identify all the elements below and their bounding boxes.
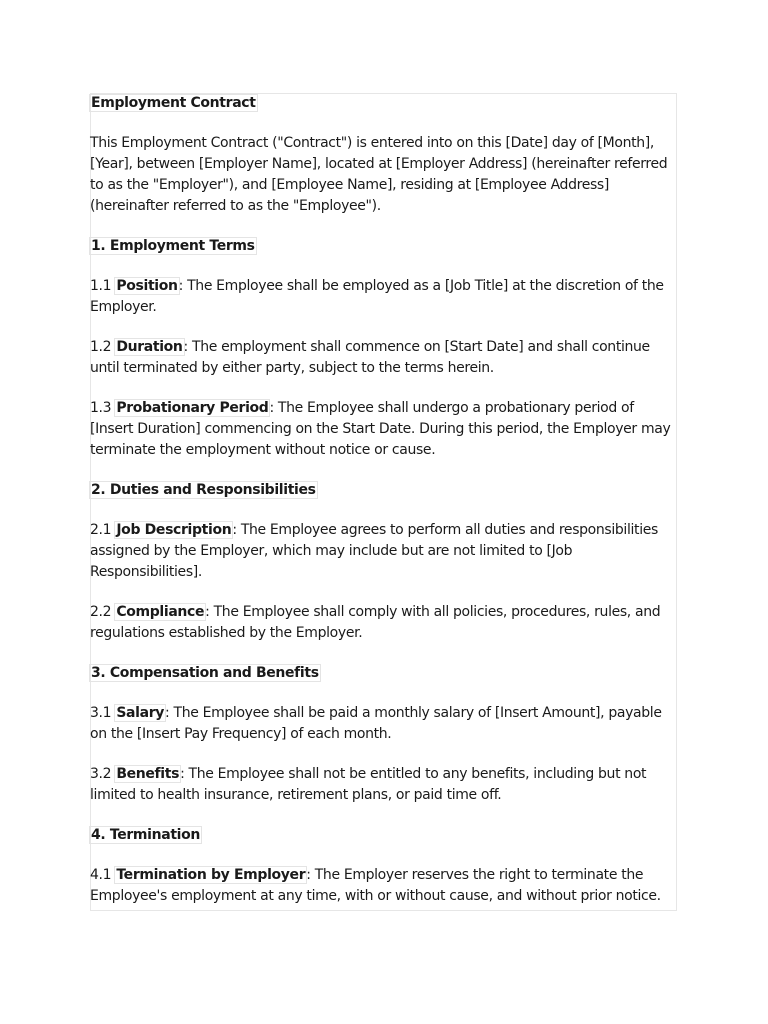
clause-number: 1.3 [90,400,116,416]
clause-number: 3.1 [90,705,116,721]
clause-text: : The Employee shall not be entitled to any benefits, including but not limited to health insurance, retirement plans, or paid time off. [90,766,647,803]
clause-2-2 [90,602,680,644]
section-4-heading: 4. Termination [91,827,201,843]
clause-1-1 [90,276,680,318]
clause-1-2 [90,337,680,379]
clause-3-1 [90,703,680,745]
clause-term: Duration [116,339,183,355]
document-title: Employment Contract [91,95,256,111]
section-3-heading: 3. Compensation and Benefits [91,665,319,681]
clause-number: 2.1 [90,522,116,538]
clause-text: : The Employee shall be employed as a [Job Title] at the discretion of the Employer. [90,278,664,315]
clause-text: : The Employee shall comply with all policies, procedures, rules, and regulations established by the Employer. [90,604,661,641]
clause-term: Termination by Employer [116,867,306,883]
clause-term: Job Description [116,522,232,538]
clause-text: : The Employer reserves the right to terminate the Employee's employment at any time, with or without cause, and without prior notice. [90,867,661,904]
document-body [90,93,680,926]
clause-text: : The employment shall commence on [Start Date] and shall continue until terminated by either party, subject to the terms herein. [90,339,650,376]
clause-3-2 [90,764,680,806]
clause-number: 1.1 [90,278,116,294]
clause-text: : The Employee agrees to perform all duties and responsibilities assigned by the Employer, which may include but are not limited to [Job Responsibilities]. [90,522,658,580]
clause-number: 3.2 [90,766,116,782]
clause-4-1 [90,865,680,907]
section-2-heading: 2. Duties and Responsibilities [91,482,316,498]
clause-term: Position [116,278,178,294]
clause-1-3 [90,398,680,461]
clause-text: : The Employee shall undergo a probationary period of [Insert Duration] commencing on the Start Date. During this period, the Employer may terminate the employment without notice or cause. [90,400,671,458]
intro-paragraph: This Employment Contract ("Contract") is entered into on this [Date] day of [Month], [Year], between [Employer Name], located at [Employer Address] (hereinafter referred to as the "Employer"), and [Employee Name], residing at [Employee Address] (hereinafter referred to as the "Employee"). [90,135,668,214]
clause-text: : The Employee shall be paid a monthly salary of [Insert Amount], payable on the [Insert Pay Frequency] of each month. [90,705,662,742]
clause-term: Compliance [116,604,205,620]
section-1-heading: 1. Employment Terms [91,238,255,254]
document-title-line [90,93,680,114]
clause-number: 1.2 [90,339,116,355]
clause-term: Benefits [116,766,180,782]
section-heading-1 [90,236,680,257]
clause-term: Salary [116,705,165,721]
section-heading-4 [90,825,680,846]
clause-number: 2.2 [90,604,116,620]
clause-term: Probationary Period [116,400,269,416]
section-heading-2 [90,480,680,501]
clause-2-1 [90,520,680,583]
section-heading-3 [90,663,680,684]
clause-number: 4.1 [90,867,116,883]
